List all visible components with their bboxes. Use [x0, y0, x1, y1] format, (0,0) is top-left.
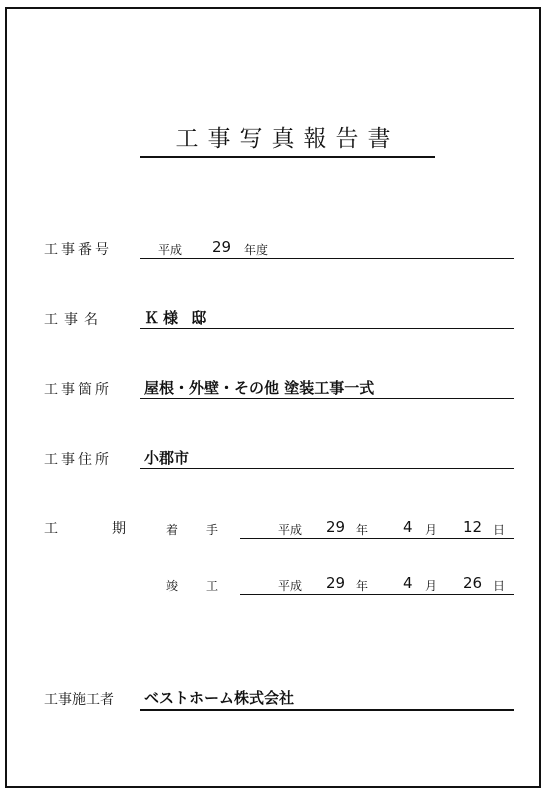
start-month: 4: [403, 518, 413, 536]
end-month-unit: 月: [425, 579, 438, 593]
construction-site-label: 工事箇所: [44, 382, 112, 398]
start-era: 平成: [278, 523, 303, 537]
document-title: 工事写真報告書: [140, 126, 435, 158]
end-era: 平成: [278, 579, 303, 593]
start-year: 29: [326, 518, 346, 536]
start-underline: [240, 538, 514, 539]
start-year-unit: 年: [356, 523, 369, 537]
construction-number-year: 29: [212, 238, 232, 256]
construction-site-underline: [140, 398, 514, 399]
start-month-unit: 月: [425, 523, 438, 537]
end-day-unit: 日: [493, 579, 506, 593]
start-day-unit: 日: [493, 523, 506, 537]
start-label: 着手: [166, 523, 247, 537]
construction-site-value: 屋根・外壁・その他 塗装工事一式: [144, 379, 375, 397]
construction-number-underline: [140, 258, 514, 259]
start-day: 12: [463, 518, 483, 536]
construction-address-value: 小郡市: [144, 449, 190, 467]
contractor-label: 工事施工者: [44, 692, 114, 708]
contractor-value: ベストホーム株式会社: [144, 689, 295, 707]
contractor-underline: [140, 709, 514, 711]
construction-number-label: 工事番号: [44, 242, 112, 258]
construction-number-era: 平成: [158, 243, 183, 257]
construction-number-suffix: 年度: [244, 243, 269, 257]
construction-address-underline: [140, 468, 514, 469]
construction-name-label: [44, 309, 104, 329]
end-year-unit: 年: [356, 579, 369, 593]
construction-name-underline: [140, 328, 514, 329]
end-label: 竣工: [166, 579, 247, 593]
construction-name-label-text: 工事名: [44, 312, 104, 328]
end-day: 26: [463, 574, 483, 592]
end-year: 29: [326, 574, 346, 592]
period-label-a: 工: [44, 521, 58, 537]
end-underline: [240, 594, 514, 595]
construction-address-label: 工事住所: [44, 452, 112, 468]
period-label-b: 期: [112, 521, 126, 537]
end-month: 4: [403, 574, 413, 592]
construction-name-value: Ｋ様 邸: [144, 309, 211, 327]
